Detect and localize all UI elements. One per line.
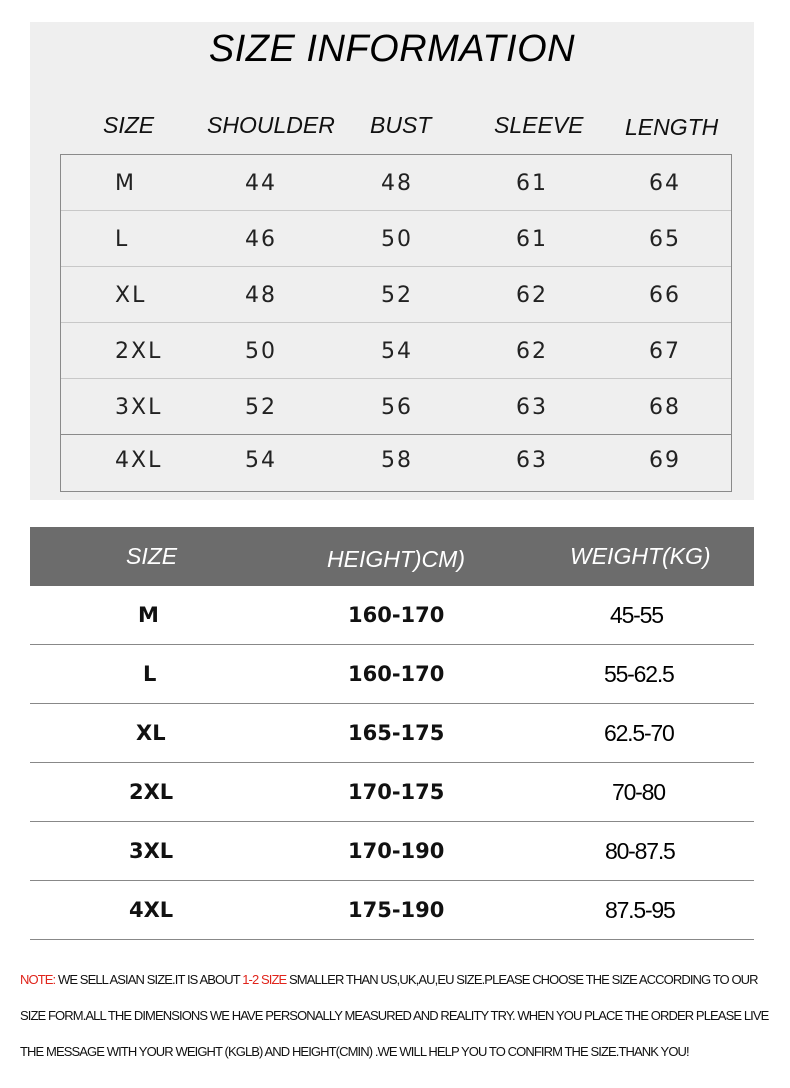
cell-size: 4XL (129, 898, 174, 922)
header-shoulder: SHOULDER (207, 112, 335, 138)
cell-size: 2XL (129, 780, 174, 804)
cell-height: 165-175 (348, 721, 445, 745)
cell-weight: 87.5-95 (605, 897, 675, 923)
height-weight-header (30, 527, 754, 586)
cell-height: 170-175 (348, 780, 445, 804)
header-length: LENGTH (625, 114, 719, 140)
cell-size: XL (115, 283, 147, 308)
header-height: HEIGHT)CM) (327, 546, 465, 572)
cell-shoulder: 48 (245, 283, 277, 308)
note-highlight: 1-2 SIZE (242, 972, 287, 987)
size-information-panel (30, 22, 754, 500)
table-row (61, 379, 731, 435)
cell-sleeve: 61 (516, 227, 548, 252)
cell-size: 2XL (115, 339, 163, 364)
size-note (20, 962, 772, 1070)
cell-size: M (115, 171, 136, 196)
cell-height: 160-170 (348, 662, 445, 686)
size-information-table (60, 154, 732, 492)
cell-shoulder: 44 (245, 171, 277, 196)
cell-height: 160-170 (348, 603, 445, 627)
cell-sleeve: 61 (516, 171, 548, 196)
cell-size: M (138, 603, 159, 627)
table-row (30, 586, 754, 645)
size-information-title: SIZE INFORMATION (208, 28, 576, 70)
cell-sleeve: 63 (516, 395, 548, 420)
cell-length: 67 (649, 339, 681, 364)
header-bust: BUST (370, 112, 432, 138)
table-row (61, 211, 731, 267)
cell-height: 175-190 (348, 898, 445, 922)
cell-shoulder: 50 (245, 339, 277, 364)
note-label: NOTE: (20, 972, 56, 987)
table-row (61, 435, 731, 491)
height-weight-table (30, 586, 754, 940)
cell-sleeve: 62 (516, 283, 548, 308)
cell-length: 65 (649, 227, 681, 252)
table-row (30, 881, 754, 940)
cell-weight: 70-80 (612, 779, 665, 805)
cell-bust: 48 (381, 171, 413, 196)
header-size: SIZE (103, 112, 155, 138)
cell-weight: 62.5-70 (604, 720, 674, 746)
note-text-1: WE SELL ASIAN SIZE.IT IS ABOUT (55, 972, 243, 987)
table-row (30, 822, 754, 881)
cell-height: 170-190 (348, 839, 445, 863)
cell-weight: 80-87.5 (605, 838, 675, 864)
cell-length: 69 (649, 448, 681, 473)
cell-size: 3XL (129, 839, 174, 863)
cell-sleeve: 62 (516, 339, 548, 364)
table-row (30, 704, 754, 763)
cell-shoulder: 54 (245, 448, 277, 473)
cell-bust: 50 (381, 227, 413, 252)
header-sleeve: SLEEVE (494, 112, 584, 138)
cell-bust: 52 (381, 283, 413, 308)
table-row (61, 155, 731, 211)
cell-bust: 58 (381, 448, 413, 473)
table-row (61, 323, 731, 379)
size-information-header (30, 112, 754, 148)
cell-weight: 45-55 (610, 602, 663, 628)
note-text-2: SMALLER THAN US,UK,AU,EU SIZE.PLEASE CHOOSE THE SIZE ACCORDING TO OUR SIZE FORM.ALL THE DIMENSIONS WE HAVE PERSONALLY MEASURED AND REALITY TRY. WHEN YOU PLACE THE ORDER PLEASE LIVE THE MESSAGE WITH YOUR WEIGHT (KGLB) AND HEIGHT(CMIN) .WE WILL HELP YOU TO CONFIRM THE SIZE.THANK YOU! (20, 972, 769, 1059)
cell-length: 64 (649, 171, 681, 196)
cell-bust: 54 (381, 339, 413, 364)
cell-length: 66 (649, 283, 681, 308)
header-size: SIZE (126, 543, 178, 569)
cell-size: XL (136, 721, 166, 745)
cell-size: L (115, 227, 130, 252)
cell-size: 3XL (115, 395, 163, 420)
table-row (61, 267, 731, 323)
cell-size: L (143, 662, 157, 686)
cell-size: 4XL (115, 448, 163, 473)
cell-sleeve: 63 (516, 448, 548, 473)
cell-shoulder: 46 (245, 227, 277, 252)
table-row (30, 763, 754, 822)
cell-shoulder: 52 (245, 395, 277, 420)
cell-length: 68 (649, 395, 681, 420)
cell-weight: 55-62.5 (604, 661, 674, 687)
cell-bust: 56 (381, 395, 413, 420)
header-weight: WEIGHT(KG) (570, 543, 711, 569)
table-row (30, 645, 754, 704)
